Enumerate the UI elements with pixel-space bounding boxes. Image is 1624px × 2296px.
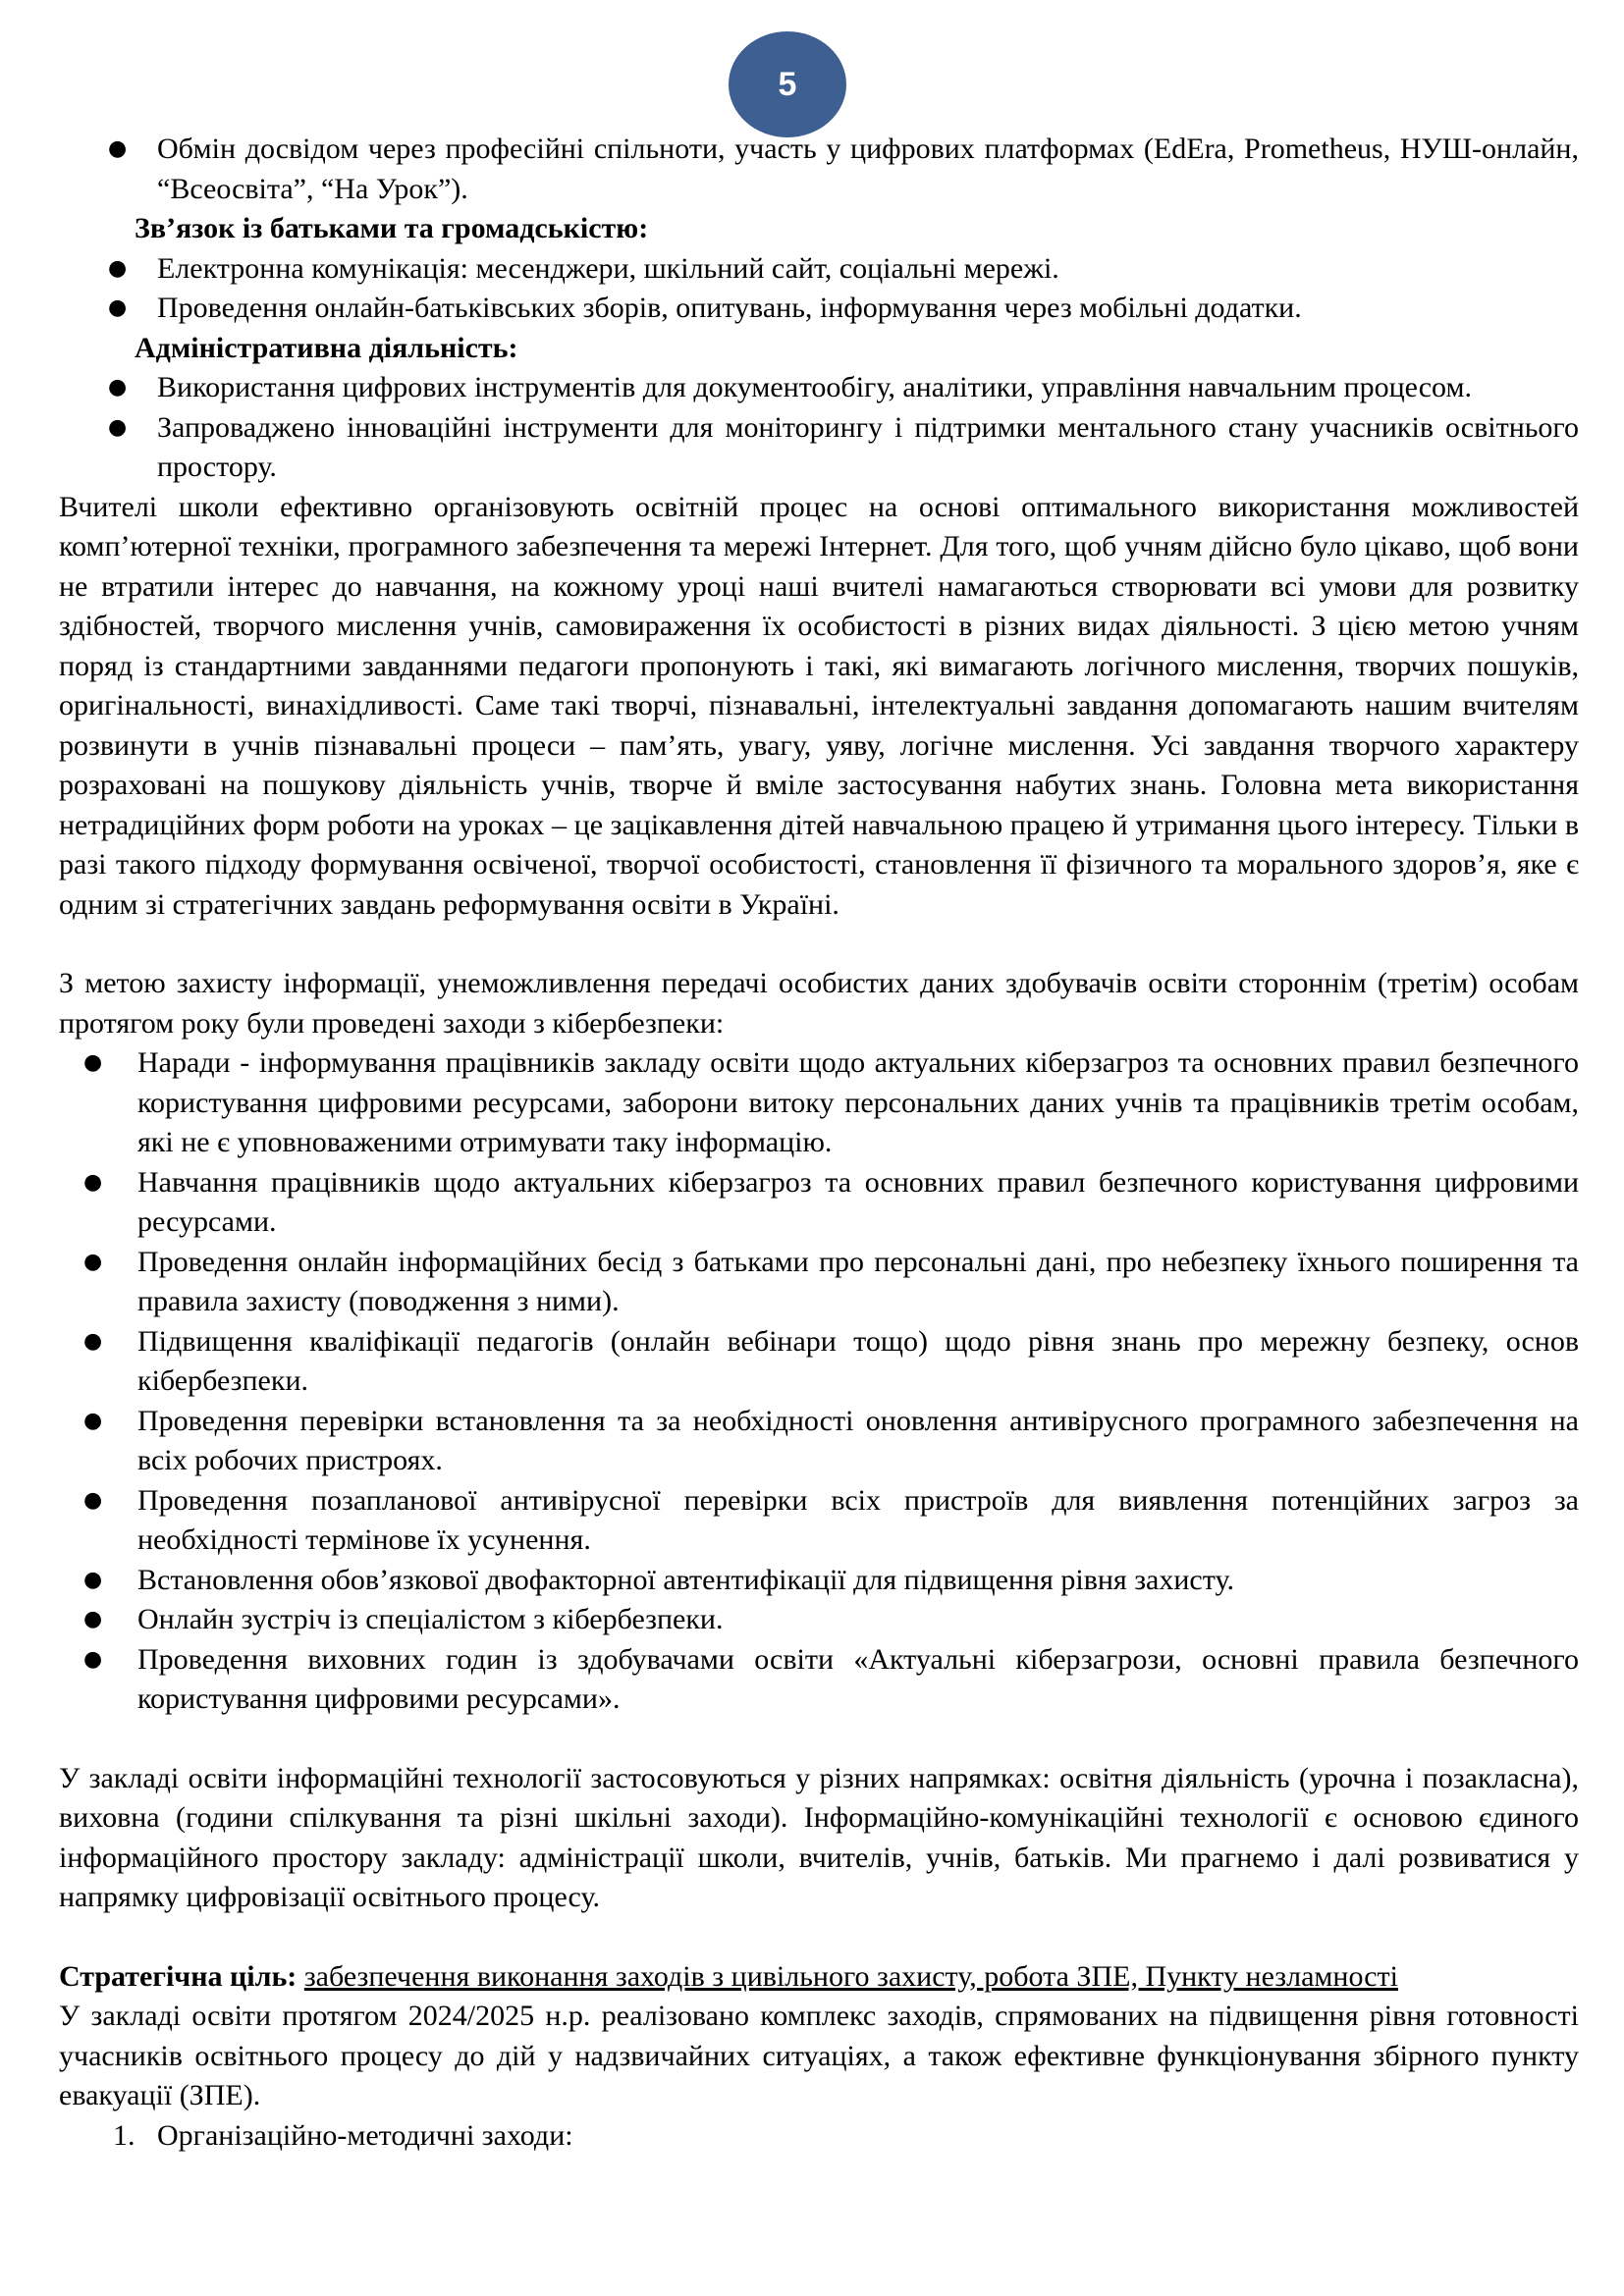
paragraph-civil-protection: У закладі освіти протягом 2024/2025 н.р. реалізовано комплекс заходів, спрямованих на підвищення рівня готовності учасників освітнього процесу до дій у надзвичайних ситуаціях, а також ефективне функціонування збірного пункту евакуації (ЗПЕ). xyxy=(59,2000,1579,2111)
strategic-goal-text: забезпечення виконання заходів з цивільного захисту, робота ЗПЕ, Пункту незламності xyxy=(303,1959,1398,1993)
paragraph-it: У закладі освіти інформаційні технології застосовуються у різних напрямках: освітня діяльність (урочна і позакласна), виховна (години спілкування та різні шкільні заходи). Інформаційно-комунікаційні технології є основою єдиного інформаційного простору закладу: адміністрації школи, вчителів, учнів, батьків. Ми прагнемо і далі розвиватися у напрямку цифровізації освітнього процесу. xyxy=(59,1761,1579,1913)
strategic-goal-label: Стратегічна ціль: xyxy=(59,1959,298,1993)
list-item: ● Навчання працівників щодо актуальних кіберзагроз та основних правил безпечного користування цифровими ресурсами. xyxy=(59,1163,1579,1243)
admin-list xyxy=(59,368,1579,488)
strategic-goal-line xyxy=(59,1957,1579,1998)
document-body xyxy=(59,130,1579,2156)
parents-list xyxy=(59,249,1579,329)
page-number-badge: 5 xyxy=(729,31,846,137)
list-number: 1. xyxy=(113,2118,135,2152)
list-item: ● Електронна комунікація: месенджери, шкільний сайт, соціальні мережі. xyxy=(59,249,1579,290)
list-item: ● Проведення позапланової антивірусної перевірки всіх пристроїв для виявлення потенційних загроз за необхідності термінове їх усунення. xyxy=(59,1481,1579,1561)
list-item: ● Проведення онлайн інформаційних бесід з батьками про персональні дані, про небезпеку їхнього поширення та правила захисту (поводження з ними). xyxy=(59,1243,1579,1322)
list-item: ● Проведення онлайн-батьківських зборів, опитувань, інформування через мобільні додатки. xyxy=(59,289,1579,329)
paragraph-teachers: Вчителі школи ефективно організовують освітній процес на основі оптимального використання можливостей комп’ютерної техніки, програмного забезпечення та мережі Інтернет. Для того, щоб учням дійсно було цікаво, щоб вони не втратили інтерес до навчання, на кожному уроці наші вчителі намагаються створювати всі умови для розвитку здібностей, творчого мислення учнів, самовираження їх особистості в різних видах діяльності. З цією метою учням поряд із стандартними завданнями педагоги пропонують і такі, які вимагають логічного мислення, творчих пошуків, оригінальності, винахідливості. Саме такі творчі, пізнавальні, інтелектуальні завдання допомагають нашим вчителям розвинути в учнів пізнавальні процеси – пам’ять, увагу, уяву, логічне мислення. Усі завдання творчого характеру розраховані на пошукову діяльність учнів, творче й вміле застосування набутих знань. Головна мета використання нетрадиційних форм роботи на уроках – це зацікавлення дітей навчальною працею й утримання цього інтересу. Тільки в разі такого підходу формування освіченої, творчої особистості, становлення її фізичного та морального здоров’я, яке є одним зі стратегічних завдань реформування освіти в Україні. xyxy=(59,490,1579,921)
list-item: ● Проведення виховних годин із здобувачами освіти «Актуальні кіберзагрози, основні правила безпечного користування цифровими ресурсами». xyxy=(59,1640,1579,1720)
numbered-list xyxy=(59,2116,1579,2157)
numbered-list-item xyxy=(59,2116,1579,2157)
section-heading-admin: Адміністративна діяльність: xyxy=(135,331,518,364)
paragraph-cyber-intro: З метою захисту інформації, унеможливлення передачі особистих даних здобувачів освіти стороннім (третім) особам протягом року були проведені заходи з кібербезпеки: xyxy=(59,967,1579,1040)
list-item: ● Підвищення кваліфікації педагогів (онлайн вебінари тощо) щодо рівня знань про мережну безпеку, основ кібербезпеки. xyxy=(59,1322,1579,1402)
list-item: ● Запроваджено інноваційні інструменти для моніторингу і підтримки ментального стану учасників освітнього простору. xyxy=(59,408,1579,488)
list-item-text: Організаційно-методичні заходи: xyxy=(157,2118,573,2152)
section-heading-parents: Зв’язок із батьками та громадськістю: xyxy=(135,212,649,244)
list-item: ● Проведення перевірки встановлення та за необхідності оновлення антивірусного програмного забезпечення на всіх робочих пристроях. xyxy=(59,1402,1579,1481)
list-item: ● Використання цифрових інструментів для документообігу, аналітики, управління навчальним процесом. xyxy=(59,368,1579,408)
list-item: ● Наради - інформування працівників закладу освіти щодо актуальних кіберзагроз та основних правил безпечного користування цифровими ресурсами, заборони витоку персональних даних учнів та працівників третім особам, які не є уповноваженими отримувати таку інформацію. xyxy=(59,1043,1579,1163)
list-item: ● Онлайн зустріч із спеціалістом з кібербезпеки. xyxy=(59,1600,1579,1640)
list-item: ● Встановлення обов’язкової двофакторної автентифікації для підвищення рівня захисту. xyxy=(59,1561,1579,1601)
list-item: ● Обмін досвідом через професійні спільноти, участь у цифрових платформах (EdEra, Prometheus, НУШ-онлайн, “Всеосвіта”, “На Урок”). xyxy=(59,130,1579,209)
cybersecurity-list xyxy=(59,1043,1579,1720)
digital-community-list xyxy=(59,130,1579,209)
